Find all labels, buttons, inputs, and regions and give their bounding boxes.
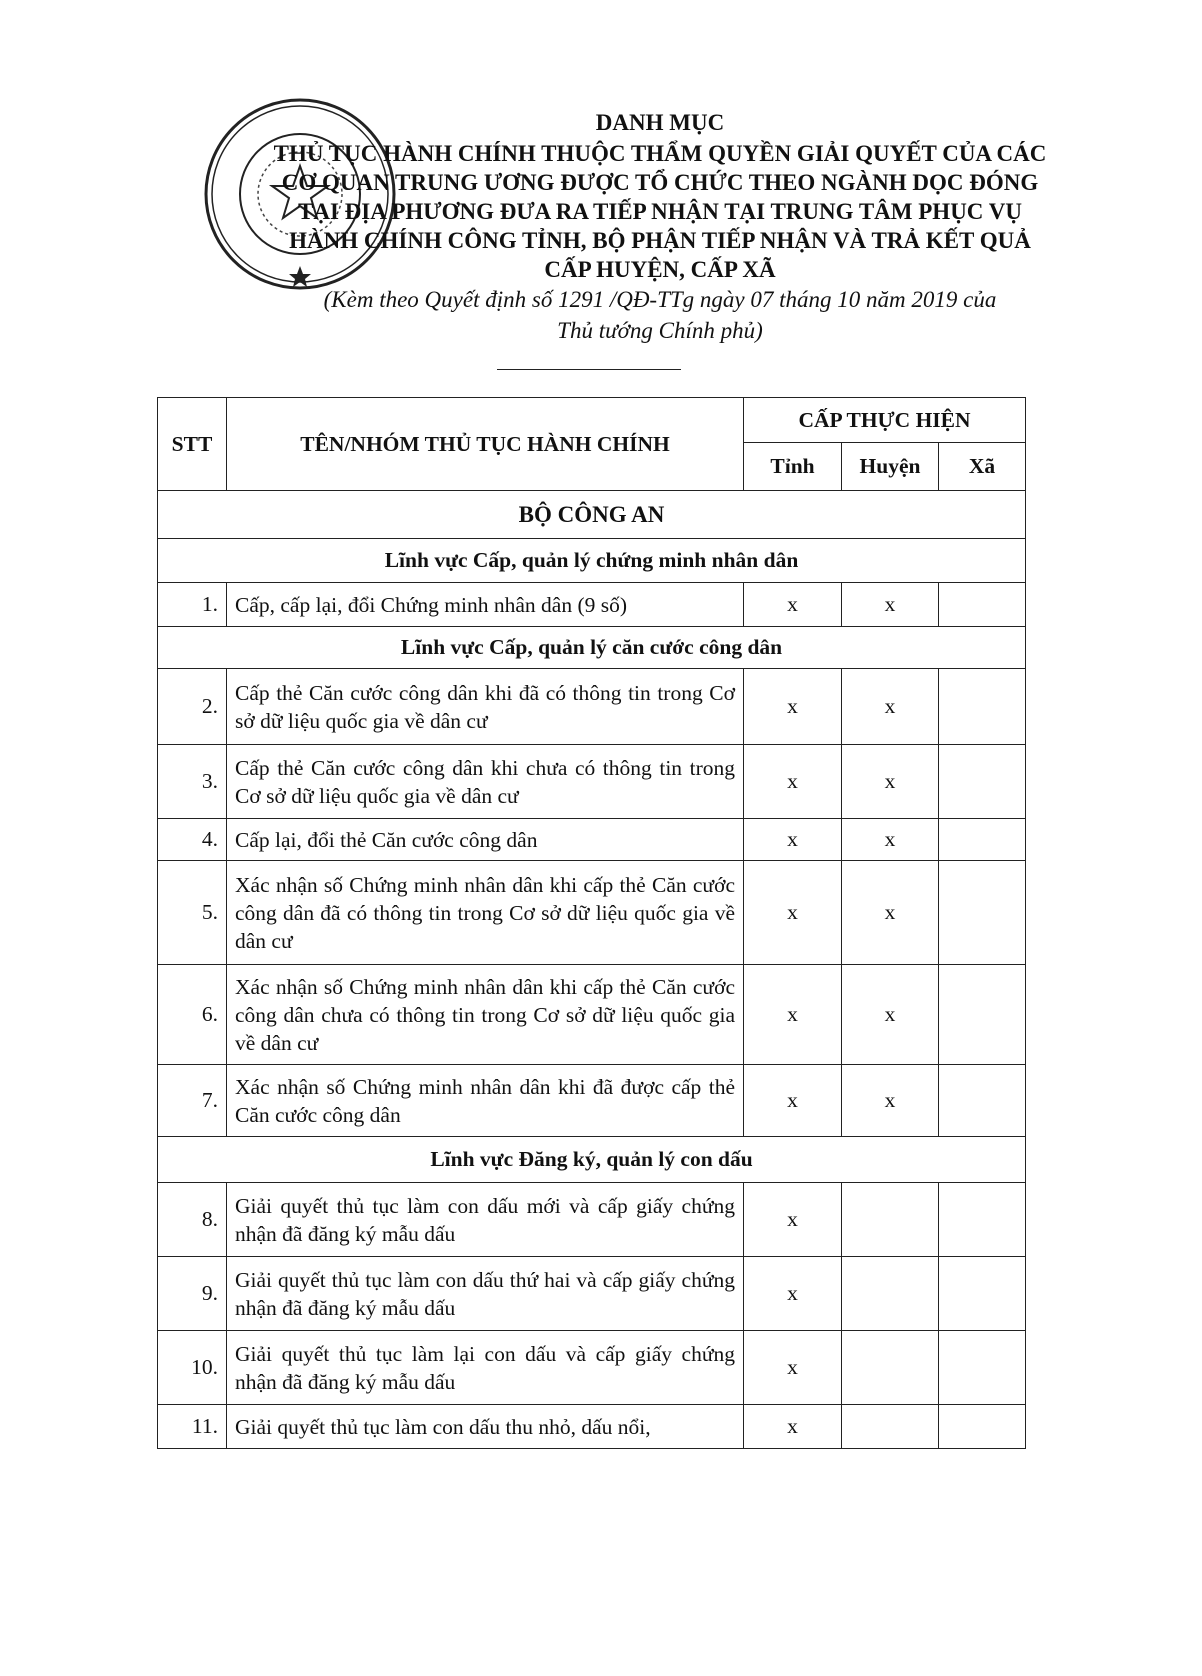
row-name: Xác nhận số Chứng minh nhân dân khi cấp thẻ Căn cước công dân đã có thông tin trong Cơ sở dữ liệu quốc gia về dân cư [227,861,744,965]
col-tinh: Tỉnh [744,443,842,491]
row-huyen: x [842,819,939,861]
table-row [158,965,1026,1065]
col-huyen: Huyện [842,443,939,491]
row-stt: 2. [158,669,227,745]
col-stt: STT [158,398,227,491]
row-huyen [842,1257,939,1331]
col-name: TÊN/NHÓM THỦ TỤC HÀNH CHÍNH [227,398,744,491]
row-huyen: x [842,583,939,627]
row-name: Giải quyết thủ tục làm con dấu thứ hai và cấp giấy chứng nhận đã đăng ký mẫu dấu [227,1257,744,1331]
row-stt: 3. [158,745,227,819]
ministry-row [158,491,1026,539]
row-tinh: x [744,1257,842,1331]
doc-title: DANH MỤC [595,110,725,135]
row-tinh: x [744,819,842,861]
row-tinh: x [744,1065,842,1137]
table-row [158,1065,1026,1137]
table-row [158,819,1026,861]
doc-heading-line: THỦ TỤC HÀNH CHÍNH THUỘC THẨM QUYỀN GIẢI QUYẾT CỦA CÁC [273,141,1047,166]
row-stt: 1. [158,583,227,627]
row-name: Giải quyết thủ tục làm lại con dấu và cấp giấy chứng nhận đã đăng ký mẫu dấu [227,1331,744,1405]
doc-heading-line: CẤP HUYỆN, CẤP XÃ [544,257,776,282]
table-row [158,861,1026,965]
row-stt: 5. [158,861,227,965]
procedures-table [157,397,1026,1449]
table-row [158,745,1026,819]
row-huyen: x [842,745,939,819]
divider [497,369,681,370]
row-tinh: x [744,583,842,627]
row-xa [939,861,1026,965]
row-huyen: x [842,1065,939,1137]
row-huyen: x [842,965,939,1065]
row-tinh: x [744,861,842,965]
col-level: CẤP THỰC HIỆN [744,398,1026,443]
table-row [158,1405,1026,1449]
row-name: Cấp thẻ Căn cước công dân khi chưa có thông tin trong Cơ sở dữ liệu quốc gia về dân cư [227,745,744,819]
table-row [158,1257,1026,1331]
row-tinh: x [744,1331,842,1405]
section-row [158,627,1026,669]
doc-heading-line: CƠ QUAN TRUNG ƯƠNG ĐƯỢC TỔ CHỨC THEO NGÀNH DỌC ĐÓNG [281,170,1039,195]
section-row [158,539,1026,583]
row-tinh: x [744,965,842,1065]
row-stt: 8. [158,1183,227,1257]
row-xa [939,1065,1026,1137]
row-stt: 6. [158,965,227,1065]
row-stt: 9. [158,1257,227,1331]
doc-subtitle: Thủ tướng Chính phủ) [557,318,763,343]
row-huyen [842,1183,939,1257]
row-name: Giải quyết thủ tục làm con dấu mới và cấp giấy chứng nhận đã đăng ký mẫu dấu [227,1183,744,1257]
row-stt: 4. [158,819,227,861]
row-xa [939,669,1026,745]
ministry-title: BỘ CÔNG AN [158,491,1026,539]
row-tinh: x [744,1183,842,1257]
row-stt: 7. [158,1065,227,1137]
col-xa: Xã [939,443,1026,491]
row-tinh: x [744,669,842,745]
doc-subtitle: (Kèm theo Quyết định số 1291 /QĐ-TTg ngày 07 tháng 10 năm 2019 của [323,287,997,312]
row-xa [939,1405,1026,1449]
row-name: Xác nhận số Chứng minh nhân dân khi đã được cấp thẻ Căn cước công dân [227,1065,744,1137]
row-name: Cấp, cấp lại, đổi Chứng minh nhân dân (9 số) [227,583,744,627]
row-tinh: x [744,1405,842,1449]
row-stt: 10. [158,1331,227,1405]
row-xa [939,1331,1026,1405]
row-xa [939,1257,1026,1331]
doc-heading-line: HÀNH CHÍNH CÔNG TỈNH, BỘ PHẬN TIẾP NHẬN VÀ TRẢ KẾT QUẢ [289,228,1031,253]
section-title: Lĩnh vực Cấp, quản lý chứng minh nhân dân [158,539,1026,583]
section-title: Lĩnh vực Đăng ký, quản lý con dấu [158,1137,1026,1183]
doc-heading-line: TẠI ĐỊA PHƯƠNG ĐƯA RA TIẾP NHẬN TẠI TRUNG TÂM PHỤC VỤ [298,199,1022,224]
row-name: Xác nhận số Chứng minh nhân dân khi cấp thẻ Căn cước công dân chưa có thông tin trong Cơ sở dữ liệu quốc gia về dân cư [227,965,744,1065]
row-xa [939,965,1026,1065]
table-row [158,1183,1026,1257]
row-xa [939,583,1026,627]
row-name: Cấp thẻ Căn cước công dân khi đã có thông tin trong Cơ sở dữ liệu quốc gia về dân cư [227,669,744,745]
row-huyen [842,1405,939,1449]
row-xa [939,1183,1026,1257]
section-title: Lĩnh vực Cấp, quản lý căn cước công dân [158,627,1026,669]
row-name: Cấp lại, đổi thẻ Căn cước công dân [227,819,744,861]
table-row [158,1331,1026,1405]
row-xa [939,819,1026,861]
section-row [158,1137,1026,1183]
row-huyen: x [842,861,939,965]
table-row [158,583,1026,627]
row-xa [939,745,1026,819]
row-tinh: x [744,745,842,819]
table-row [158,669,1026,745]
row-huyen: x [842,669,939,745]
row-huyen [842,1331,939,1405]
row-name: Giải quyết thủ tục làm con dấu thu nhỏ, dấu nổi, [227,1405,744,1449]
row-stt: 11. [158,1405,227,1449]
